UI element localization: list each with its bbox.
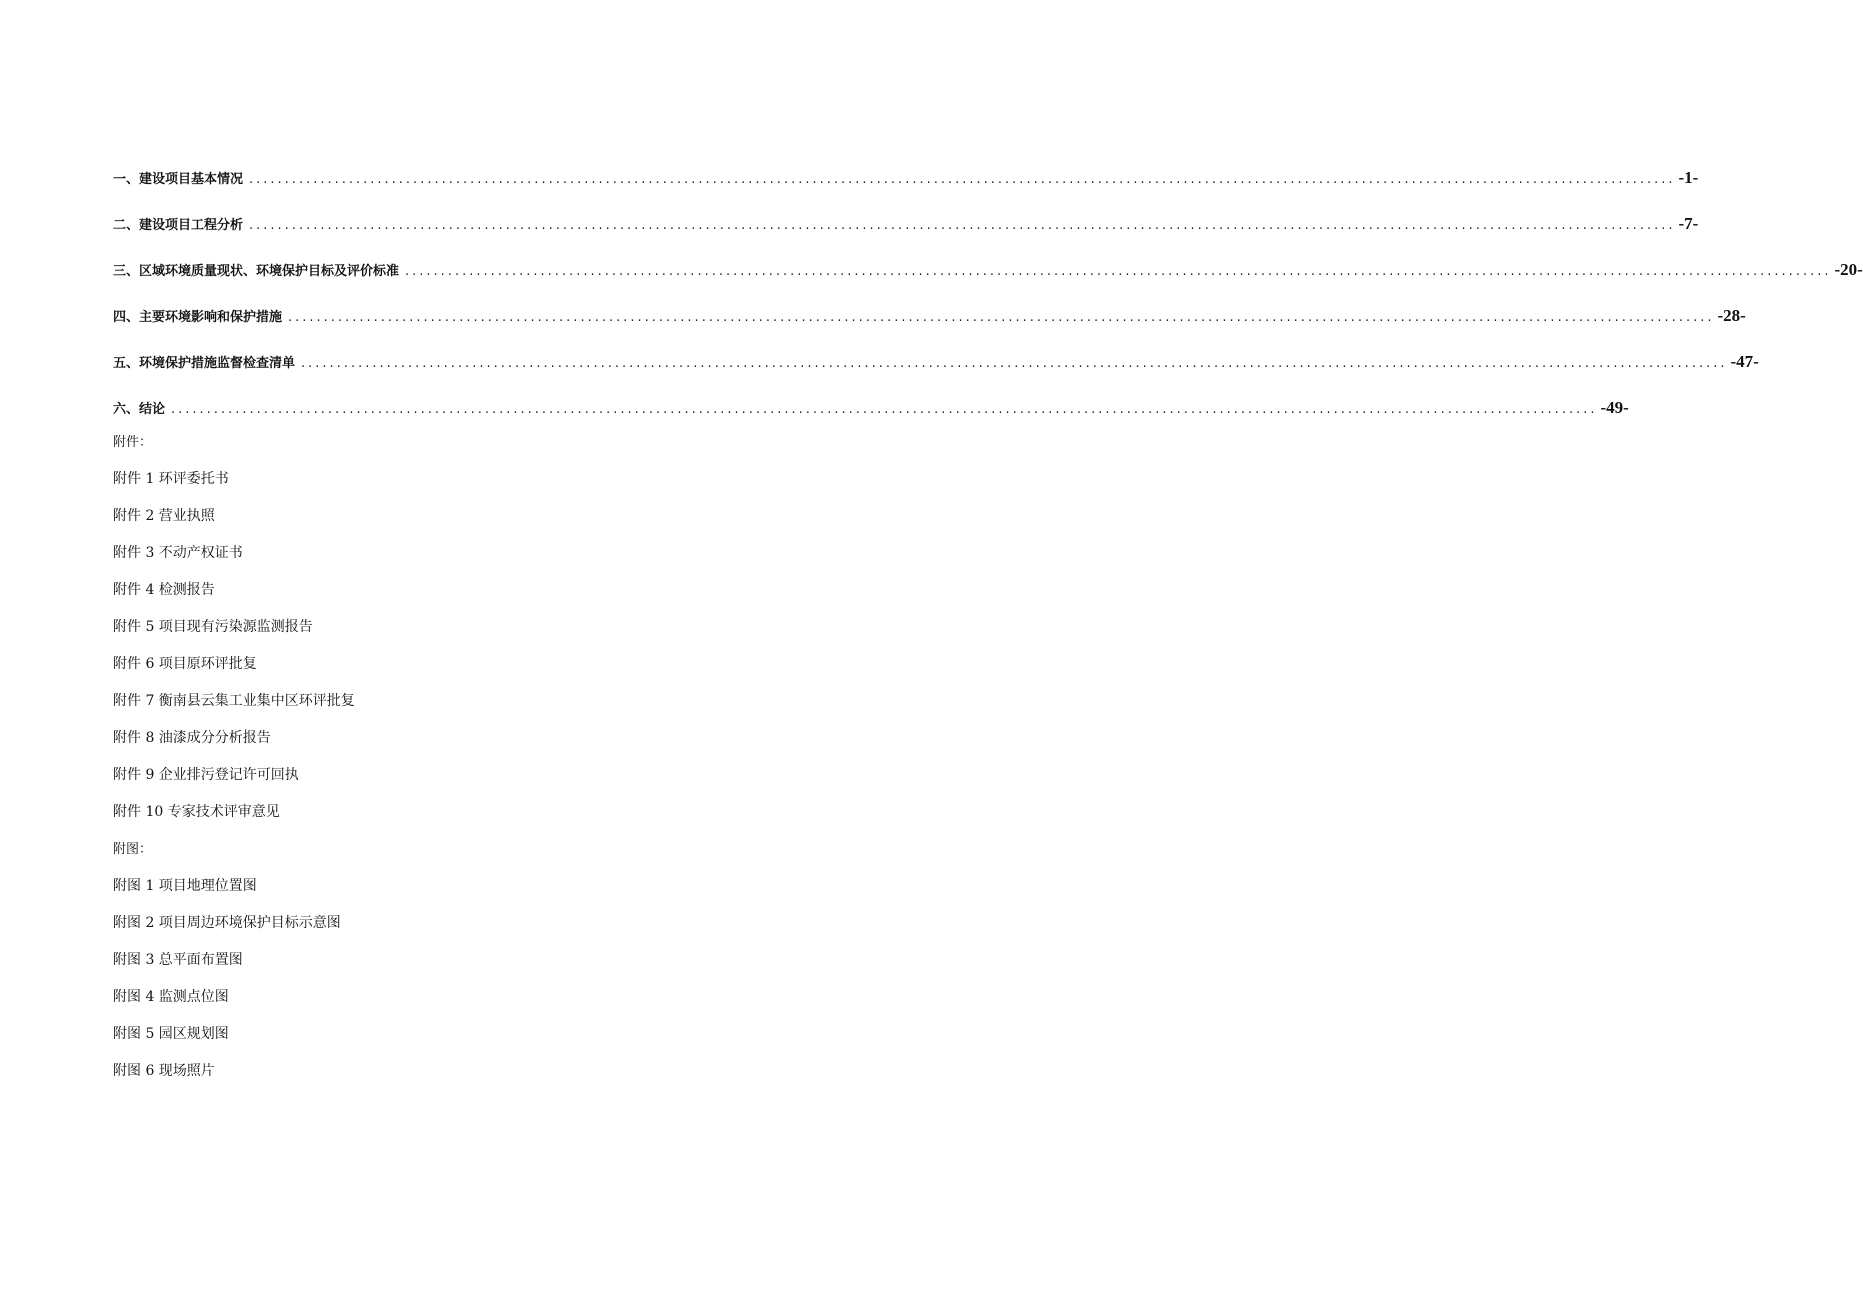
toc-entry-page: -7- (1678, 214, 1699, 233)
figure-item: 附图 3 总平面布置图 (113, 952, 243, 968)
toc-entry[interactable] (113, 168, 1699, 214)
toc-leader-dots: ........................................................................................................................................................................................................ (249, 218, 1676, 233)
toc-entry-page: -1- (1678, 168, 1699, 187)
attachment-item: 附件 9 企业排污登记许可回执 (113, 767, 299, 783)
toc-entry[interactable] (113, 214, 1699, 260)
figures-section (113, 838, 341, 1097)
toc-entry-page: -47- (1730, 352, 1759, 371)
toc-entry-title: 六、结论 (113, 402, 166, 417)
figure-item: 附图 6 现场照片 (113, 1063, 215, 1079)
figures-heading: 附图： (113, 842, 153, 857)
toc-entry-page: -49- (1600, 398, 1629, 417)
toc-entry[interactable] (113, 306, 1746, 352)
toc-leader-dots: ........................................................................................................................................................................................................ (405, 264, 1832, 279)
attachment-item: 附件 1 环评委托书 (113, 471, 229, 487)
toc-entry-page: -20- (1834, 260, 1863, 279)
toc-entry-page: -28- (1717, 306, 1746, 325)
figure-item: 附图 1 项目地理位置图 (113, 878, 257, 894)
toc-leader-dots: ........................................................................................................................................................................................................ (301, 356, 1728, 371)
toc-leader-dots: ........................................................................................................................................................................................................ (249, 172, 1676, 187)
attachment-item: 附件 2 营业执照 (113, 508, 215, 524)
attachments-section (113, 431, 355, 838)
toc-leader-dots: ........................................................................................................................................................................................................ (288, 310, 1715, 325)
figure-item: 附图 2 项目周边环境保护目标示意图 (113, 915, 341, 931)
attachment-item: 附件 7 衡南县云集工业集中区环评批复 (113, 693, 355, 709)
figure-item: 附图 4 监测点位图 (113, 989, 229, 1005)
attachment-item: 附件 5 项目现有污染源监测报告 (113, 619, 313, 635)
toc-entry[interactable] (113, 352, 1759, 398)
figure-item: 附图 5 园区规划图 (113, 1026, 229, 1042)
attachment-item: 附件 10 专家技术评审意见 (113, 804, 280, 820)
attachment-item: 附件 3 不动产权证书 (113, 545, 243, 561)
attachment-item: 附件 8 油漆成分分析报告 (113, 730, 271, 746)
toc-entry-title: 四、主要环境影响和保护措施 (113, 310, 283, 325)
toc-entry-title: 一、建设项目基本情况 (113, 172, 244, 187)
toc-entry[interactable] (113, 260, 1863, 306)
table-of-contents (113, 168, 1863, 444)
toc-entry-title: 二、建设项目工程分析 (113, 218, 244, 233)
attachment-item: 附件 4 检测报告 (113, 582, 215, 598)
attachment-item: 附件 6 项目原环评批复 (113, 656, 257, 672)
toc-entry-title: 三、区域环境质量现状、环境保护目标及评价标准 (113, 264, 400, 279)
toc-entry-title: 五、环境保护措施监督检查清单 (113, 356, 296, 371)
attachments-heading: 附件： (113, 435, 153, 450)
toc-leader-dots: ........................................................................................................................................................................................................ (171, 402, 1598, 417)
